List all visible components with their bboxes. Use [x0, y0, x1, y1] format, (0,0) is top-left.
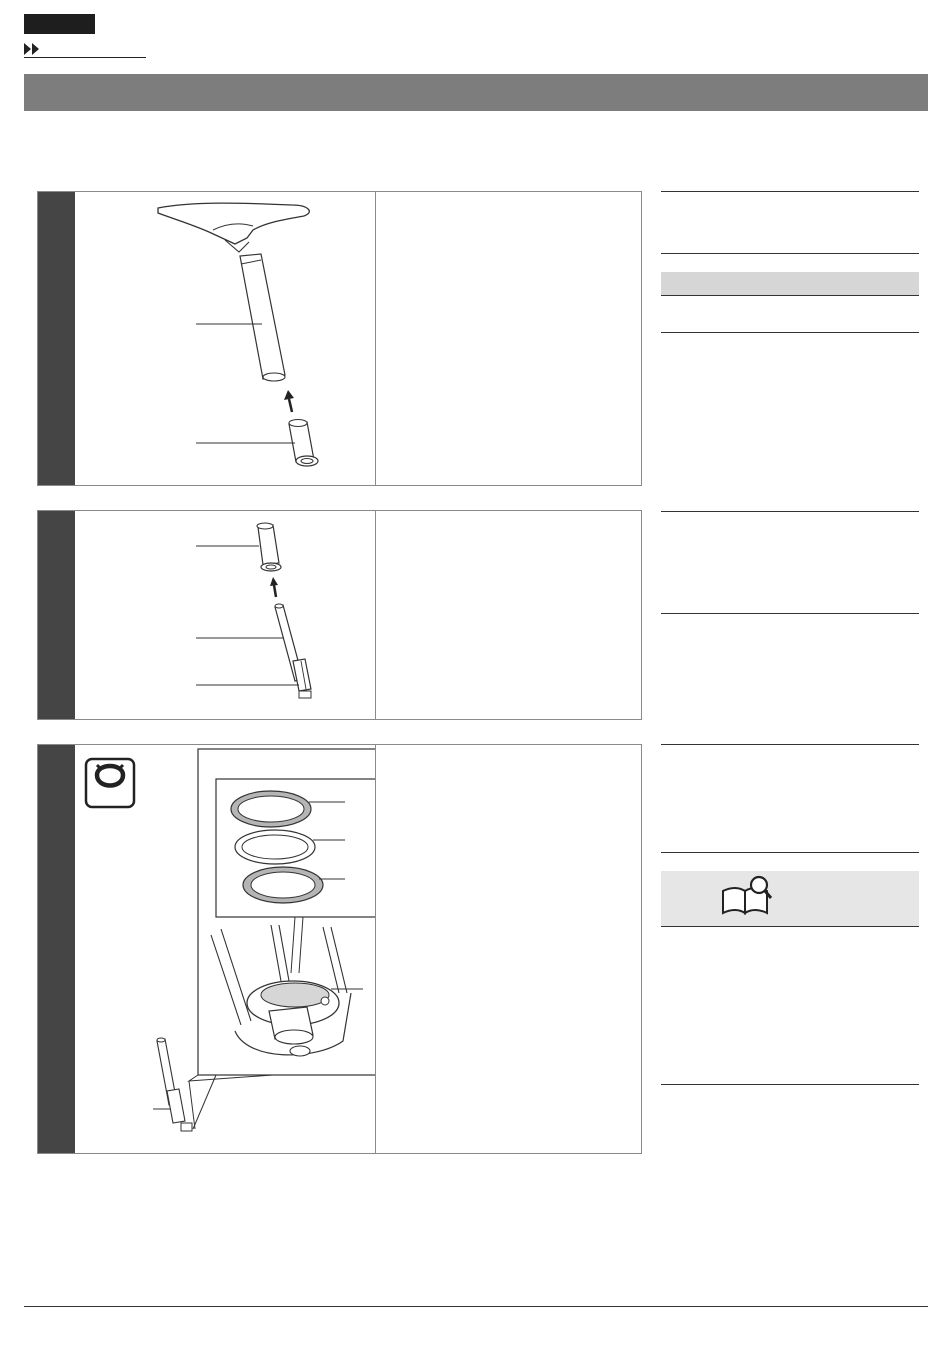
note-rule: [661, 852, 919, 853]
note-rule: [661, 295, 919, 296]
section-tag: [24, 14, 95, 34]
step-1-panel: [37, 191, 642, 486]
step-1-divider: [375, 192, 376, 485]
note-rule: [661, 191, 919, 192]
reference-box: [661, 871, 919, 926]
step-2-panel: [37, 510, 642, 720]
snap-ring-pliers-icon: [86, 759, 134, 807]
step-2-illustration: [75, 511, 375, 719]
step-3-panel: [37, 744, 642, 1154]
note-rule: [661, 332, 919, 333]
step-2-divider: [375, 511, 376, 719]
step-3-divider: [375, 745, 376, 1153]
step-3-number-column: [38, 745, 75, 1153]
section-header-bar: [24, 74, 928, 111]
note-rule: [661, 1084, 919, 1085]
breadcrumb[interactable]: [24, 42, 146, 58]
step-1-illustration: [75, 192, 375, 485]
note-rule: [661, 511, 919, 512]
manual-magnifier-icon: [719, 873, 779, 923]
note-rule: [661, 253, 919, 254]
note-rule: [661, 613, 919, 614]
step-1-number-column: [38, 192, 75, 485]
step-3-illustration: [75, 745, 375, 1153]
note-box-heading: [661, 272, 919, 295]
note-rule: [661, 744, 919, 745]
note-rule: [661, 926, 919, 927]
step-2-number-column: [38, 511, 75, 719]
double-arrow-icon: [24, 42, 44, 56]
footer-rule: [24, 1306, 928, 1307]
